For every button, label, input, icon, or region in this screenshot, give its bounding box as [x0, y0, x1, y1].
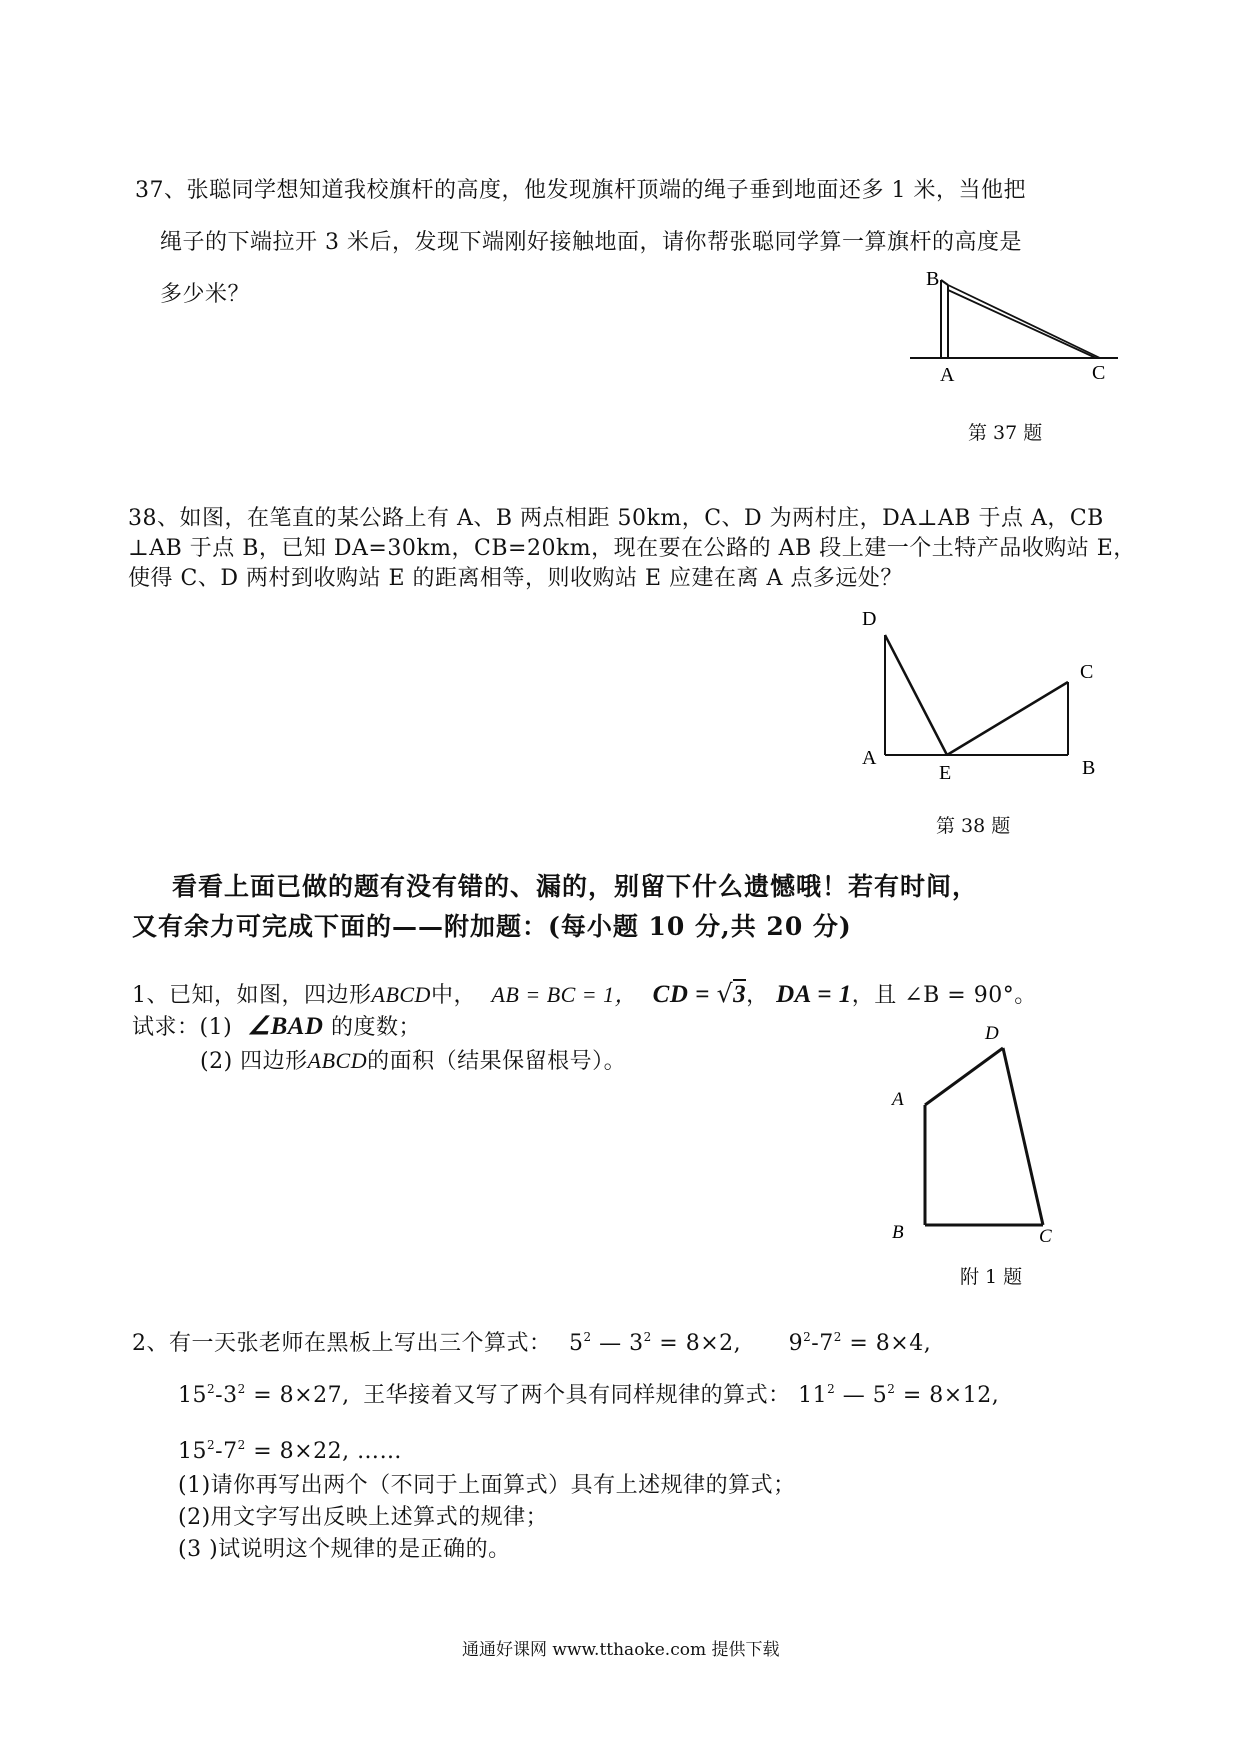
- bonus-1-lead: 1、已知，如图，四边形: [132, 983, 372, 1008]
- bonus-2-task-3: (3 )试说明这个规律的是正确的。: [178, 1537, 511, 1562]
- bonus-1-ask-2-abcd: ABCD: [307, 1048, 368, 1073]
- bonus-1-line-1: [132, 979, 1037, 1011]
- bonus-2-expr-5: $15^2-7^2 = 8\times 22$, ……: [178, 1438, 403, 1464]
- q38-line-2: ⊥AB 于点 B，已知 DA=30km，CB=20km，现在要在公路的 AB 段上建一个土特产品收购站 E，: [128, 536, 1136, 561]
- q38-label-e: E: [939, 762, 952, 780]
- bonus-1-condition-cd: CD =: [652, 981, 717, 1008]
- q38-line-1: 38、如图，在笔直的某公路上有 A、B 两点相距 50km，C、D 为两村庄，DA⊥AB 于点 A，CB: [128, 506, 1104, 531]
- q37-line-1: 37、张聪同学想知道我校旗杆的高度，他发现旗杆顶端的绳子垂到地面还多 1 米，当他把: [135, 178, 1026, 203]
- bonus-2-task-1: (1)请你再写出两个（不同于上面算式）具有上述规律的算式；: [178, 1473, 796, 1498]
- bonus-2-line-1: [132, 1329, 931, 1359]
- bonus-2-expr-1: $5^2$ — $3^2 = 8\times 2$,: [569, 1330, 742, 1356]
- bonus-1-label-a: A: [892, 1089, 904, 1110]
- bonus-1-angle-bad: ∠BAD: [247, 1013, 324, 1040]
- q37-label-a: A: [940, 364, 955, 385]
- page-footer: 通通好课网 www.tthaoke.com 提供下载: [462, 1640, 780, 1660]
- q37-figure: [900, 265, 1130, 385]
- q37-rope-upper: [948, 285, 1100, 358]
- bonus-2-expr-4: $11^2$ — $5^2 = 8\times 12$,: [798, 1382, 1000, 1408]
- bonus-2-expr-2: $9^2-7^2 = 8\times 4$,: [788, 1330, 932, 1356]
- q37-line-2: 绳子的下端拉开 3 米后，发现下端刚好接触地面，请你帮张聪同学算一算旗杆的高度是: [160, 230, 1022, 255]
- bonus-1-side-cd: [1003, 1048, 1043, 1225]
- bonus-1-label-c: C: [1039, 1226, 1052, 1247]
- bonus-1-abcd: ABCD: [371, 982, 431, 1007]
- bonus-header-line-2: 又有余力可完成下面的——附加题：(每小题 10 分,共 20 分): [132, 912, 852, 941]
- q38-label-b: B: [1082, 757, 1096, 779]
- bonus-2-line-2: [178, 1381, 999, 1411]
- bonus-1-label-b: B: [892, 1222, 904, 1243]
- q38-figure: [850, 600, 1120, 780]
- q37-label-b: B: [926, 268, 940, 290]
- q38-segment-ec: [947, 682, 1068, 755]
- bonus-2-line-3: [178, 1437, 402, 1467]
- q38-segment-de: [885, 635, 947, 755]
- q38-caption: 第 38 题: [936, 815, 1011, 837]
- bonus-1-ask-label: 试求：(1): [132, 1015, 233, 1040]
- q37-rope-lower: [948, 290, 1096, 358]
- q37-line-3: 多少米？: [160, 282, 251, 307]
- bonus-1-line-2: [132, 1012, 421, 1043]
- bonus-1-condition-da: DA = 1: [776, 981, 852, 1008]
- q37-pole-top: [941, 280, 948, 285]
- q37-label-c: C: [1092, 362, 1106, 384]
- q38-label-c: C: [1080, 661, 1094, 683]
- q38-label-d: D: [862, 608, 877, 630]
- bonus-1-label-d: D: [985, 1023, 999, 1044]
- bonus-1-caption: 附 1 题: [960, 1266, 1023, 1288]
- bonus-1-condition-ab-bc: AB = BC = 1，: [491, 982, 638, 1007]
- q37-caption: 第 37 题: [968, 422, 1043, 444]
- bonus-1-comma: ，: [746, 983, 769, 1008]
- bonus-1-ask-2-end: 的面积（结果保留根号）。: [367, 1049, 627, 1074]
- q38-line-3: 使得 C、D 两村到收购站 E 的距离相等，则收购站 E 应建在离 A 点多远处？: [128, 566, 903, 591]
- bonus-1-angle-b: ，且 ∠B = 90°。: [851, 983, 1037, 1008]
- bonus-1-ask-1-end: 的度数；: [331, 1015, 422, 1040]
- bonus-1-line-3: [200, 1046, 626, 1077]
- sqrt-icon: √: [716, 979, 734, 1008]
- bonus-1-sqrt-number: 3: [733, 981, 747, 1008]
- bonus-2-expr-3: $15^2-3^2 = 8\times 27$,: [178, 1382, 350, 1408]
- q38-label-a: A: [862, 747, 877, 769]
- bonus-header-line-1: 看看上面已做的题有没有错的、漏的，别留下什么遗憾哦！若有时间，: [172, 872, 979, 901]
- bonus-2-task-2: (2)用文字写出反映上述算式的规律；: [178, 1505, 549, 1530]
- bonus-1-ask-2-start: (2) 四边形: [200, 1049, 308, 1074]
- bonus-1-side-da: [925, 1048, 1003, 1105]
- bonus-1-figure: [880, 1015, 1080, 1250]
- bonus-2-mid: 王华接着又写了两个具有同样规律的算式：: [363, 1383, 791, 1408]
- bonus-1-zhong: 中，: [430, 983, 476, 1008]
- bonus-2-intro: 2、有一天张老师在黑板上写出三个算式：: [132, 1331, 552, 1356]
